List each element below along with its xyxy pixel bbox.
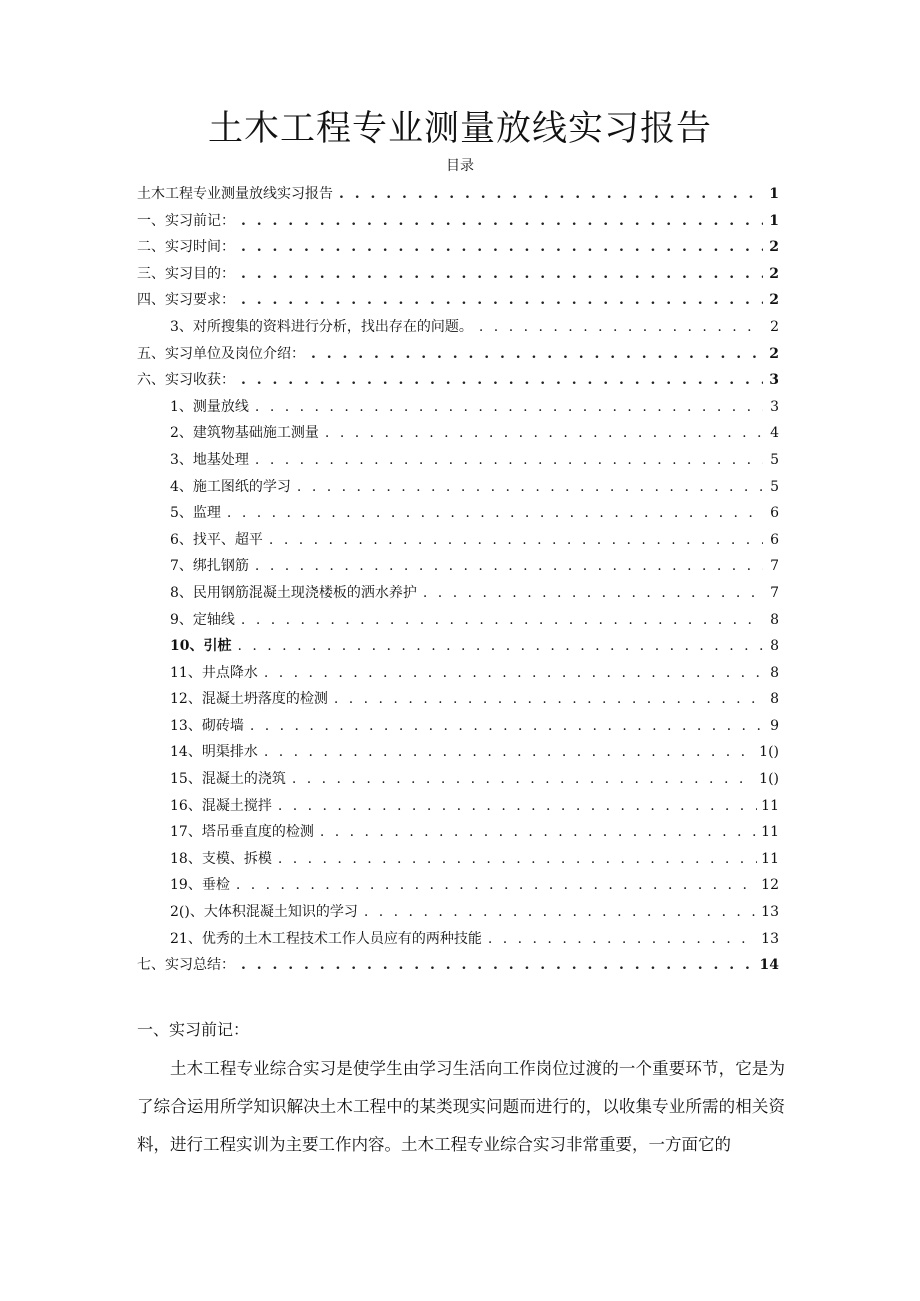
toc-entry-label: 5、监理 — [170, 505, 221, 522]
toc-entry-label: 3、对所搜集的资料进行分析，找出存在的问题。 — [170, 318, 473, 335]
toc-dot-leader — [297, 474, 763, 501]
toc-entry-label: 11、井点降水 — [170, 664, 258, 681]
toc-entry[interactable] — [137, 793, 779, 820]
document-title: 土木工程专业测量放线实习报告 — [207, 109, 712, 149]
toc-entry-label: 8、民用钢筋混凝土现浇楼板的洒水养护 — [170, 584, 417, 601]
toc-page-number: 14 — [759, 957, 779, 974]
toc-entry[interactable] — [137, 739, 779, 766]
toc-page-number: 1() — [759, 744, 779, 761]
toc-page-number: 11 — [761, 850, 779, 867]
toc-entry[interactable] — [137, 420, 779, 447]
toc-entry-label: 17、塔吊垂直度的检测 — [170, 824, 314, 841]
toc-entry[interactable] — [137, 660, 779, 687]
toc-entry-label: 2()、大体积混凝土知识的学习 — [170, 904, 358, 921]
toc-entry[interactable] — [137, 367, 779, 394]
toc-page-number: 3 — [769, 372, 779, 389]
toc-entry-label: 2、建筑物基础施工测量 — [170, 425, 319, 442]
toc-dot-leader — [241, 287, 763, 314]
toc-dot-leader — [311, 341, 763, 368]
toc-entry[interactable] — [137, 553, 779, 580]
toc-entry-label: 土木工程专业测量放线实习报告 — [137, 186, 333, 202]
toc-page-number: 2 — [769, 292, 779, 309]
toc-entry-label: 15、混凝土的浇筑 — [170, 771, 286, 788]
toc-entry[interactable] — [137, 766, 779, 793]
toc-entry-label: 七、实习总结： — [137, 957, 235, 974]
toc-entry-label: 19、垂检 — [170, 877, 230, 894]
toc-page-number: 1 — [769, 212, 779, 229]
toc-dot-leader — [269, 527, 763, 554]
toc-dot-leader — [237, 633, 763, 660]
toc-dot-leader — [241, 607, 763, 634]
toc-entry-label: 21、优秀的土木工程技术工作人员应有的两种技能 — [170, 930, 482, 947]
toc-entry-label: 14、明渠排水 — [170, 744, 258, 761]
toc-dot-leader — [255, 447, 763, 474]
toc-entry-label: 7、绑扎钢筋 — [170, 558, 249, 575]
toc-entry[interactable] — [137, 181, 779, 208]
toc-entry[interactable] — [137, 607, 779, 634]
table-of-contents — [137, 181, 779, 979]
toc-page-number: 13 — [761, 930, 779, 947]
toc-dot-leader — [479, 314, 763, 341]
toc-page-number: 2 — [769, 239, 779, 256]
toc-entry[interactable] — [137, 314, 779, 341]
toc-page-number: 12 — [761, 877, 779, 894]
toc-page-number: 8 — [770, 638, 779, 655]
toc-page-number: 5 — [770, 451, 779, 468]
toc-entry[interactable] — [137, 899, 779, 926]
toc-entry[interactable] — [137, 234, 779, 261]
toc-entry-label: 18、支模、拆模 — [170, 850, 272, 867]
body-paragraph: 土木工程专业综合实习是使学生由学习生活向工作岗位过渡的一个重要环节，它是为了综合运用所学知识解决土木工程中的某类现实问题而进行的，以收集专业所需的相关资料，进行工程实训为主要工作内容。土木工程专业综合实习非常重要，一方面它的 — [137, 1059, 785, 1154]
toc-entry[interactable] — [137, 819, 779, 846]
toc-dot-leader — [423, 580, 763, 607]
toc-page-number: 11 — [761, 797, 779, 814]
toc-dot-leader — [236, 872, 757, 899]
toc-dot-leader — [255, 394, 763, 421]
toc-page-number: 8 — [770, 611, 779, 628]
toc-dot-leader — [264, 739, 755, 766]
toc-dot-leader — [241, 234, 763, 261]
toc-page-number: 6 — [770, 531, 779, 548]
toc-heading: 目录 — [446, 158, 474, 174]
toc-entry[interactable] — [137, 686, 779, 713]
toc-page-number: 6 — [770, 505, 779, 522]
toc-page-number: 7 — [770, 558, 779, 575]
toc-dot-leader — [488, 926, 757, 953]
toc-dot-leader — [264, 660, 763, 687]
toc-page-number: 9 — [770, 717, 779, 734]
toc-entry[interactable] — [137, 208, 779, 235]
toc-dot-leader — [320, 819, 757, 846]
toc-entry[interactable] — [137, 952, 779, 979]
toc-entry-label: 1、测量放线 — [170, 398, 249, 415]
toc-entry[interactable] — [137, 287, 779, 314]
toc-page-number: 7 — [770, 584, 779, 601]
toc-entry-label: 五、实习单位及岗位介绍： — [137, 345, 305, 362]
toc-entry-label: 一、实习前记： — [137, 212, 235, 229]
toc-entry[interactable] — [137, 474, 779, 501]
toc-page-number: 8 — [770, 691, 779, 708]
toc-page-number: 3 — [770, 398, 779, 415]
toc-entry-label: 六、实习收获： — [137, 372, 235, 389]
toc-page-number: 8 — [770, 664, 779, 681]
toc-entry-label: 三、实习目的： — [137, 265, 235, 282]
toc-entry[interactable] — [137, 633, 779, 660]
toc-entry-label: 二、实习时间： — [137, 239, 235, 256]
toc-dot-leader — [241, 952, 756, 979]
toc-page-number: 11 — [761, 824, 779, 841]
toc-entry[interactable] — [137, 261, 779, 288]
toc-entry-label: 13、砌砖墙 — [170, 717, 244, 734]
toc-page-number: 1() — [759, 771, 779, 788]
toc-dot-leader — [227, 500, 763, 527]
toc-page-number: 2 — [770, 318, 779, 335]
toc-entry[interactable] — [137, 341, 779, 368]
toc-dot-leader — [339, 181, 763, 208]
toc-entry-label: 12、混凝土坍落度的检测 — [170, 691, 328, 708]
toc-entry-label: 9、定轴线 — [170, 611, 235, 628]
toc-dot-leader — [278, 846, 757, 873]
toc-entry-label: 16、混凝土搅拌 — [170, 797, 272, 814]
toc-entry-label: 10、引桩 — [170, 638, 232, 655]
toc-entry[interactable] — [137, 527, 779, 554]
toc-dot-leader — [255, 553, 763, 580]
toc-dot-leader — [364, 899, 757, 926]
toc-entry[interactable] — [137, 846, 779, 873]
toc-entry-label: 4、施工图纸的学习 — [170, 478, 291, 495]
section-heading: 一、实习前记： — [137, 1020, 250, 1039]
toc-page-number: 2 — [769, 345, 779, 362]
toc-dot-leader — [292, 766, 755, 793]
toc-entry[interactable] — [137, 394, 779, 421]
toc-dot-leader — [241, 367, 763, 394]
toc-page-number: 5 — [770, 478, 779, 495]
toc-page-number: 4 — [770, 425, 779, 442]
toc-page-number: 2 — [769, 265, 779, 282]
toc-entry-label: 6、找平、超平 — [170, 531, 263, 548]
toc-dot-leader — [241, 261, 763, 288]
toc-dot-leader — [325, 420, 763, 447]
toc-page-number: 1 — [769, 186, 779, 202]
toc-entry-label: 3、地基处理 — [170, 451, 249, 468]
toc-dot-leader — [250, 713, 763, 740]
toc-dot-leader — [334, 686, 763, 713]
toc-entry[interactable] — [137, 872, 779, 899]
toc-entry[interactable] — [137, 500, 779, 527]
toc-entry[interactable] — [137, 926, 779, 953]
toc-dot-leader — [241, 208, 763, 235]
toc-entry[interactable] — [137, 713, 779, 740]
toc-entry[interactable] — [137, 447, 779, 474]
toc-page-number: 13 — [761, 904, 779, 921]
toc-dot-leader — [278, 793, 757, 820]
toc-entry-label: 四、实习要求： — [137, 292, 235, 309]
toc-entry[interactable] — [137, 580, 779, 607]
